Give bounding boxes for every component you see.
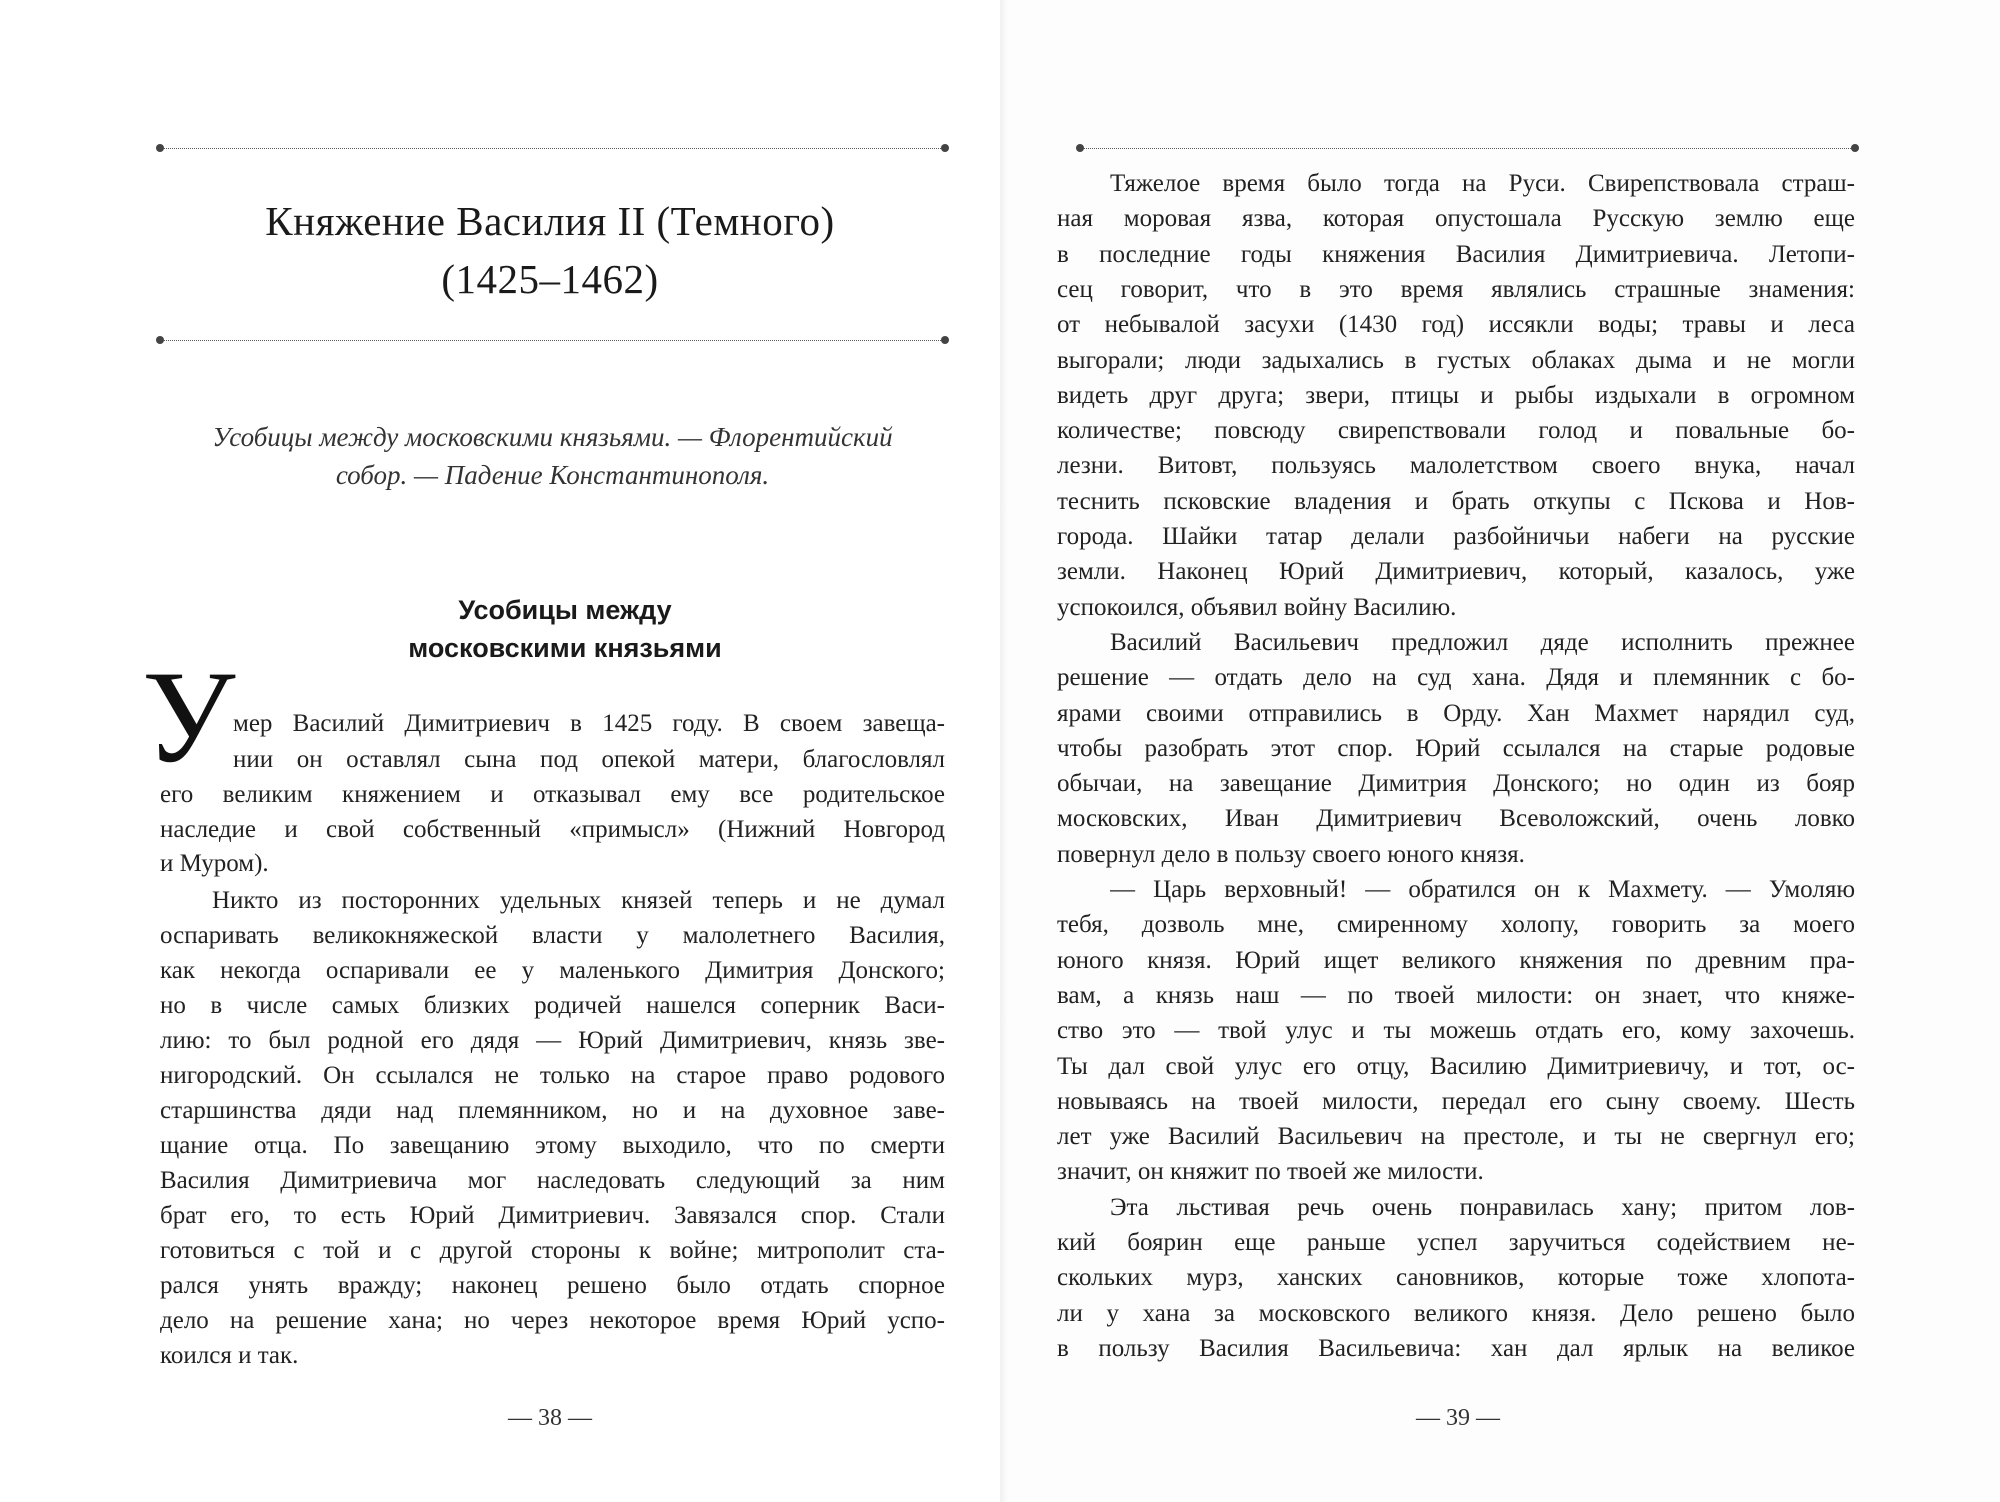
- text-line: юного князя. Юрий ищет великого княжения по древним пра-: [1057, 947, 1855, 974]
- text-line: нигородский. Он ссылался не только на старое право родового: [160, 1062, 945, 1089]
- summary-line: Усобицы между московскими князьями. — Флорентийский: [212, 422, 893, 452]
- text-line: от небывалой засухи (1430 год) иссякли воды; травы и леса: [1057, 311, 1855, 338]
- chapter-title: [155, 192, 945, 308]
- text-line: московских, Иван Димитриевич Всеволожский, очень ловко: [1057, 805, 1855, 832]
- text-line: Тяжелое время было тогда на Руси. Свирепствовала страш-: [1110, 170, 1855, 197]
- text-line: оспаривать великокняжеской власти у малолетнего Василия,: [160, 922, 945, 949]
- text-line: в последние годы княжения Василия Димитриевича. Летопи-: [1057, 241, 1855, 268]
- section-heading-line: Усобицы между: [458, 595, 672, 625]
- text-line: повернул дело в пользу своего юного князя.: [1057, 841, 1525, 868]
- text-line: обычаи, на завещание Димитрия Донского; но один из бояр: [1057, 770, 1855, 797]
- text-line: лезни. Витовт, пользуясь малолетством своего внука, начал: [1057, 452, 1855, 479]
- text-line: но в числе самых близких родичей нашелся соперник Васи-: [160, 992, 945, 1019]
- text-line: ная моровая язва, которая опустошала Русскую землю еще: [1057, 205, 1855, 232]
- text-line: Василий Васильевич предложил дяде исполнить прежнее: [1110, 629, 1855, 656]
- text-line: земли. Наконец Юрий Димитриевич, который, казалось, уже: [1057, 558, 1855, 585]
- text-line: брат его, то есть Юрий Димитриевич. Завязался спор. Стали: [160, 1202, 945, 1229]
- text-line: видеть друг друга; звери, птицы и рыбы издыхали в огромном: [1057, 382, 1855, 409]
- text-line: ярами своими отправились в Орду. Хан Махмет нарядил суд,: [1057, 700, 1855, 727]
- text-line: тебя, дозволь мне, смиренному холопу, говорить за моего: [1057, 911, 1855, 938]
- text-line: города. Шайки татар делали разбойничьи набеги на русские: [1057, 523, 1855, 550]
- drop-cap: У: [142, 643, 236, 790]
- text-line: выгорали; люди задыхались в густых облаках дыма и не могли: [1057, 347, 1855, 374]
- text-line: количестве; повсюду свирепствовали голод и повальные бо-: [1057, 417, 1855, 444]
- chapter-title-years: (1425–1462): [441, 256, 659, 302]
- text-line: кий боярин еще раньше успел заручиться содействием не-: [1057, 1229, 1855, 1256]
- text-line: мер Василий Димитриевич в 1425 году. В своем завеща-: [233, 710, 945, 737]
- text-line: значит, он княжит по твоей же милости.: [1057, 1158, 1484, 1185]
- text-line: как некогда оспаривали ее у маленького Димитрия Донского;: [160, 957, 945, 984]
- text-line: нии он оставлял сына под опекой матери, благословлял: [233, 746, 945, 773]
- text-line: готовиться с той и с другой стороны к войне; митрополит ста-: [160, 1237, 945, 1264]
- text-line: теснить псковские владения и брать откупы с Пскова и Нов-: [1057, 488, 1855, 515]
- summary-line: собор. — Падение Константинополя.: [335, 460, 770, 490]
- text-line: лет уже Василий Васильевич на престоле, и ты не свергнул его;: [1057, 1123, 1855, 1150]
- right-page: [1000, 0, 2000, 1502]
- text-line: вам, а князь наш — по твоей милости: он знает, что княже-: [1057, 982, 1855, 1009]
- text-line: чтобы разобрать этот спор. Юрий ссылался на старые родовые: [1057, 735, 1855, 762]
- text-line: Никто из посторонних удельных князей теперь и не думал: [212, 887, 945, 914]
- text-line: и Муром).: [160, 850, 269, 877]
- bottom-ornamental-rule: [160, 340, 945, 341]
- text-line: лию: то был родной его дядя — Юрий Димитриевич, князь зве-: [160, 1027, 945, 1054]
- chapter-summary: [170, 418, 935, 494]
- text-line: новываясь на твоей милости, передал его сыну своему. Шесть: [1057, 1088, 1855, 1115]
- text-line: щание отца. По завещанию этому выходило, что по смерти: [160, 1132, 945, 1159]
- text-line: Ты дал свой улус его отцу, Василию Димитриевичу, и тот, ос-: [1057, 1053, 1855, 1080]
- page-number-left: — 38 —: [508, 1405, 592, 1431]
- text-line: — Царь верховный! — обратился он к Махмету. — Умоляю: [1110, 876, 1855, 903]
- text-line: его великим княжением и отказывал ему все родительское: [160, 781, 945, 808]
- text-line: в пользу Василия Васильевича: хан дал ярлык на великое: [1057, 1335, 1855, 1362]
- text-line: сец говорит, что в это время являлись страшные знамения:: [1057, 276, 1855, 303]
- text-line: скольких мурз, ханских сановников, которые тоже хлопота-: [1057, 1264, 1855, 1291]
- text-line: решение — отдать дело на суд хана. Дядя и племянник с бо-: [1057, 664, 1855, 691]
- chapter-title-line: Княжение Василия II (Темного): [265, 198, 835, 244]
- text-line: Василия Димитриевича мог наследовать следующий за ним: [160, 1167, 945, 1194]
- text-line: наследие и свой собственный «примысл» (Нижний Новгород: [160, 816, 945, 843]
- text-line: Эта льстивая речь очень понравилась хану; притом лов-: [1110, 1194, 1855, 1221]
- text-line: рался унять вражду; наконец решено было отдать спорное: [160, 1272, 945, 1299]
- text-line: успокоился, объявил войну Василию.: [1057, 594, 1457, 621]
- section-heading-line: московскими князьями: [408, 633, 722, 663]
- text-line: дело на решение хана; но через некоторое время Юрий успо-: [160, 1307, 945, 1334]
- text-line: коился и так.: [160, 1342, 299, 1369]
- text-line: старшинства дяди над племянником, но и на духовное заве-: [160, 1097, 945, 1124]
- text-line: ли у хана за московского великого князя. Дело решено было: [1057, 1300, 1855, 1327]
- top-ornamental-rule: [160, 148, 945, 149]
- top-ornamental-rule: [1080, 148, 1855, 149]
- text-line: ство это — твой улус и ты можешь отдать его, кому захочешь.: [1057, 1017, 1855, 1044]
- page-number-right: — 39 —: [1416, 1405, 1500, 1431]
- section-heading: [300, 591, 830, 667]
